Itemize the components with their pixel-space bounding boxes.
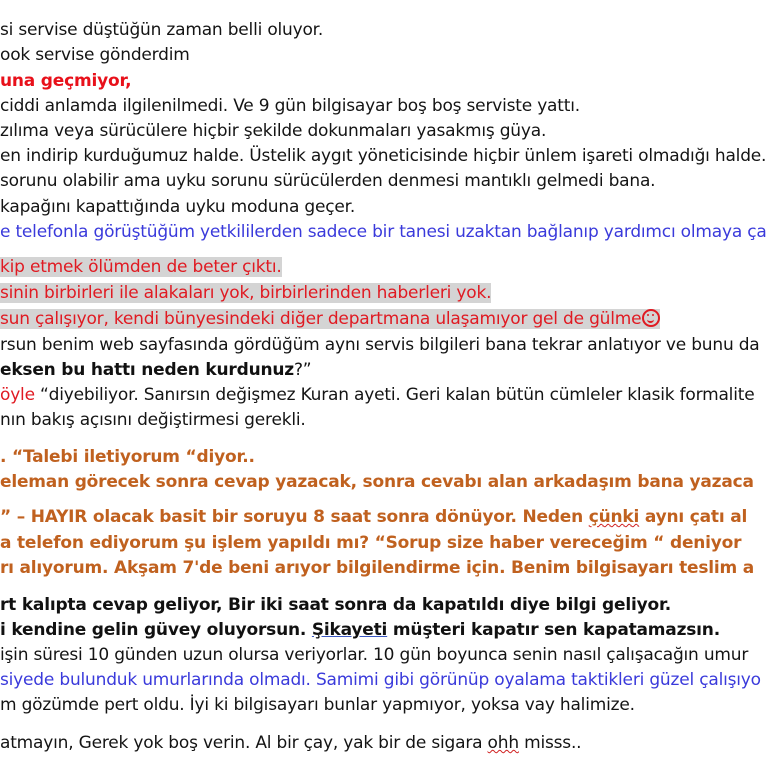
doc-line-orange: rı alıyorum. Akşam 7'de beni arıyor bilgilendirme için. Benim bilgisayarı teslim a	[0, 558, 755, 578]
doc-line-bold	[0, 619, 720, 641]
doc-line: ciddi anlamda ilgilenilmedi. Ve 9 gün bilgisayar boş boş serviste yattı.	[0, 96, 580, 116]
doc-line-question	[0, 359, 311, 381]
doc-line: m gözümde pert oldu. İyi ki bilgisayarı bunlar yapmıyor, yoksa vay halimize.	[0, 695, 635, 715]
doc-line: işin süresi 10 günden uzun olursa veriyorlar. 10 gün boyunca senin nasıl çalışacağın umur	[0, 645, 749, 665]
line-text: i kendine gelin güvey oluyorsun.	[0, 620, 312, 640]
doc-line-orange: a telefon ediyorum şu işlem yapıldı mı? “Sorup size haber vereceğim “ deniyor	[0, 533, 742, 553]
doc-line: en indirip kurduğumuz halde. Üstelik aygıt yöneticisinde hiçbir ünlem işareti olmadığı halde.	[0, 146, 767, 166]
line-text: atmayın, Gerek yok boş verin. Al bir çay, yak bir de sigara	[0, 733, 488, 753]
spelling-error-word[interactable]: çünki	[588, 507, 640, 527]
highlighted-text-content: sun çalışıyor, kendi bünyesindeki diğer departmana ulaşamıyor gel de gülme	[0, 309, 642, 329]
line-text: “diyebiliyor. Sanırsın değişmez Kuran ayeti. Geri kalan bütün cümleler klasik formalite	[34, 385, 755, 405]
doc-line	[0, 732, 581, 754]
highlighted-text: sinin birbirleri ile alakaları yok, birbirlerinden haberleri yok.	[0, 283, 492, 303]
doc-line-blue: e telefonla görüştüğüm yetkililerden sadece bir tanesi uzaktan bağlanıp yardımcı olmaya ça	[0, 222, 767, 242]
line-text: aynı çatı al	[639, 507, 748, 527]
doc-line: kapağını kapattığında uyku moduna geçer.	[0, 197, 356, 217]
underlined-word[interactable]: Şikayeti	[311, 620, 388, 640]
doc-line-orange: . “Talebi iletiyorum “diyor..	[0, 447, 255, 467]
line-text: müşteri kapatır sen kapatamazsın.	[387, 620, 720, 640]
doc-line: zılıma veya sürücülere hiçbir şekilde dokunmaları yasakmış güya.	[0, 121, 547, 141]
doc-line-highlighted	[0, 256, 282, 278]
doc-line-highlighted	[0, 282, 491, 304]
doc-line-highlighted	[0, 308, 660, 330]
smiling-face-icon	[642, 309, 660, 327]
doc-line: ook servise gönderdim	[0, 45, 190, 65]
doc-line-orange	[0, 506, 747, 528]
doc-line-bold: rt kalıpta cevap geliyor, Bir iki saat sonra da kapatıldı diye bilgi geliyor.	[0, 595, 671, 615]
red-word: öyle	[0, 385, 35, 405]
doc-line: nın bakış açısını değiştirmesi gerekli.	[0, 410, 306, 430]
doc-line: si servise düştüğün zaman belli oluyor.	[0, 20, 324, 40]
doc-line-blue: siyede bulunduk umurlarında olmadı. Samimi gibi görünüp oyalama taktikleri güzel çalışıyo	[0, 670, 761, 690]
line-text: ” – HAYIR olacak basit bir soruyu 8 saat sonra dönüyor. Neden	[0, 507, 589, 527]
question-mark: ?”	[293, 360, 312, 380]
bold-question: eksen bu hattı neden kurdunuz	[0, 360, 294, 380]
highlighted-text	[0, 309, 660, 329]
highlighted-text: kip etmek ölümden de beter çıktı.	[0, 257, 282, 277]
doc-line: sorunu olabilir ama uyku sorunu sürücülerden denmesi mantıklı gelmedi bana.	[0, 171, 656, 191]
doc-line	[0, 384, 754, 406]
doc-line: rsun benim web sayfasında gördüğüm aynı servis bilgileri bana tekrar anlatıyor ve bunu da	[0, 335, 760, 355]
line-text: misss..	[518, 733, 582, 753]
spelling-error-word[interactable]: ohh	[487, 733, 519, 753]
doc-line-red-heading: una geçmiyor,	[0, 71, 132, 91]
doc-line-orange: eleman görecek sonra cevap yazacak, sonra cevabı alan arkadaşım bana yazaca	[0, 472, 754, 492]
